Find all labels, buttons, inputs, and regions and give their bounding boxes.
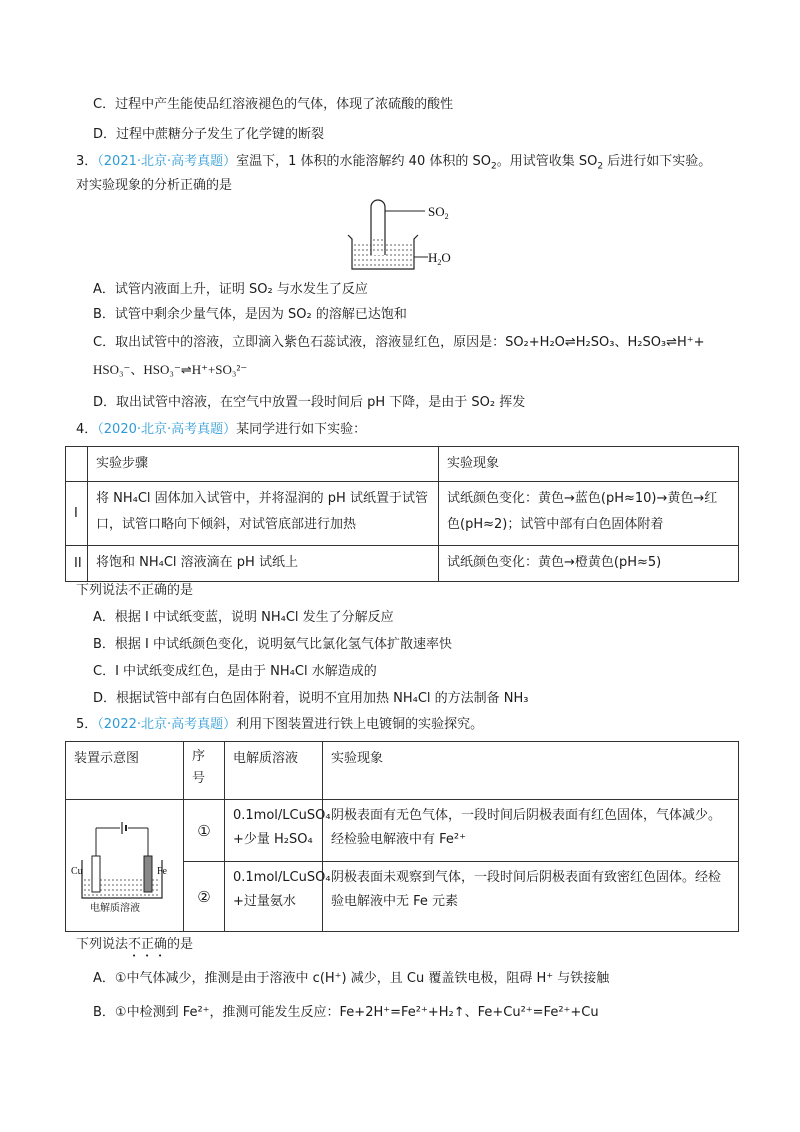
fe-label: Fe	[157, 865, 167, 877]
header-electrolyte: 电解质溶液	[225, 742, 323, 800]
q5-source: （2022·北京·高考真题）	[97, 717, 237, 732]
h2o-label: $H_2O$	[428, 250, 451, 267]
q4-option-a: A．根据 I 中试纸变蓝，说明 NH₄Cl 发生了分解反应	[93, 610, 394, 625]
q3-option-b: B．试管中剩余少量气体，是因为 SO₂ 的溶解已达饱和	[93, 307, 407, 322]
q3-stem-line2: 对实验现象的分析正确的是	[76, 178, 233, 193]
test-tube-outline	[371, 200, 385, 255]
q5-number: 5．	[76, 717, 98, 732]
q2-option-c: C．过程中产生能使品红溶液褪色的气体，体现了浓硫酸的酸性	[93, 97, 454, 112]
electroplating-apparatus-figure	[68, 806, 180, 916]
q3-option-a: A．试管内液面上升，证明 SO₂ 与水发生了反应	[93, 282, 368, 297]
q2-option-d: D．过程中蔗糖分子发生了化学键的断裂	[93, 127, 325, 142]
q3-option-d: D．取出试管中溶液，在空气中放置一段时间后 pH 下降，是由于 SO₂ 挥发	[93, 395, 526, 410]
table-row: Cu Fe 电解质溶液 ① 0.1mol/LCuSO₄ +少量 H₂SO₄ 阴极表面有无色气体，一段时间后阴极表面有红色固体，气体减少。经检验电解液中有 Fe²⁺	[66, 800, 739, 862]
header-observations: 实验现象	[439, 447, 739, 482]
q4-option-d: D．根据试管中部有白色固体附着，说明不宜用加热 NH₄Cl 的方法制备 NH₃	[93, 691, 529, 706]
header-number: 序号	[184, 742, 225, 800]
table-row: ② 0.1mol/LCuSO₄ +过量氨水 阴极表面未观察到气体，一段时间后阴极表面有致密红色固体。经检验电解液中无 Fe 元素	[66, 862, 739, 932]
q4-source: （2020·北京·高考真题）	[97, 422, 237, 437]
so2-label: $SO_2$	[428, 204, 449, 221]
iron-electrode	[144, 856, 152, 892]
table-row: I 将 NH₄Cl 固体加入试管中，并将湿润的 pH 试纸置于试管口，试管口略向下倾斜，对试管底部进行加热 试纸颜色变化：黄色→蓝色(pH≈10)→黄色→红色(pH≈2)；试管中部有白色固体附着	[66, 482, 739, 546]
q3-option-c: C．取出试管中的溶液，立即滴入紫色石蕊试液，溶液显红色，原因是：SO₂+H₂O⇌H₂SO₃、H₂SO₃⇌H⁺+	[93, 335, 705, 350]
q5-table	[65, 741, 739, 932]
q3-source: （2021·北京·高考真题）	[97, 154, 237, 169]
so2-water-apparatus-figure	[340, 195, 470, 275]
apparatus-cell	[66, 800, 184, 932]
table-header-row	[66, 742, 739, 800]
cu-label: Cu	[71, 865, 83, 877]
q5-option-a: A．①中气体减少，推测是由于溶液中 c(H⁺) 减少，且 Cu 覆盖铁电极，阻碍 H⁺ 与铁接触	[93, 971, 610, 986]
q4-number: 4．	[76, 422, 98, 437]
q5-question: 下列说法不正确的是	[76, 937, 194, 952]
q3-number: 3．	[76, 154, 98, 169]
table-header-row	[66, 447, 739, 482]
q5-option-b: B．①中检测到 Fe²⁺，推测可能发生反应：Fe+2H⁺=Fe²⁺+H₂↑、Fe+Cu²⁺=Fe²⁺+Cu	[93, 1005, 599, 1020]
table-row: II 将饱和 NH₄Cl 溶液滴在 pH 试纸上 试纸颜色变化：黄色→橙黄色(pH≈5)	[66, 546, 739, 582]
q3-stem: 3．（2021·北京·高考真题）室温下，1 体积的水能溶解约 40 体积的 $SO_2$。用试管收集 $SO_2$ 后进行如下实验。	[76, 154, 712, 172]
header-steps: 实验步骤	[88, 447, 439, 482]
q4-question: 下列说法不正确的是	[76, 583, 194, 598]
q4-option-b: B．根据 I 中试纸颜色变化，说明氨气比氯化氢气体扩散速率快	[93, 637, 453, 652]
figure-caption: 电解质溶液	[90, 902, 140, 914]
header-observations: 实验现象	[323, 742, 739, 800]
copper-electrode	[92, 856, 100, 892]
q3-option-c-cont: HSO₃⁻、HSO₃⁻⇌H⁺+SO₃²⁻	[93, 362, 248, 377]
q4-option-c: C．I 中试纸变成红色，是由于 NH₄Cl 水解造成的	[93, 664, 377, 679]
q4-table	[65, 446, 739, 582]
header-apparatus: 装置示意图	[66, 742, 184, 800]
q4-stem: 4．（2020·北京·高考真题）某同学进行如下实验：	[76, 422, 367, 437]
q5-stem: 5．（2022·北京·高考真题）利用下图装置进行铁上电镀铜的实验探究。	[76, 717, 484, 732]
